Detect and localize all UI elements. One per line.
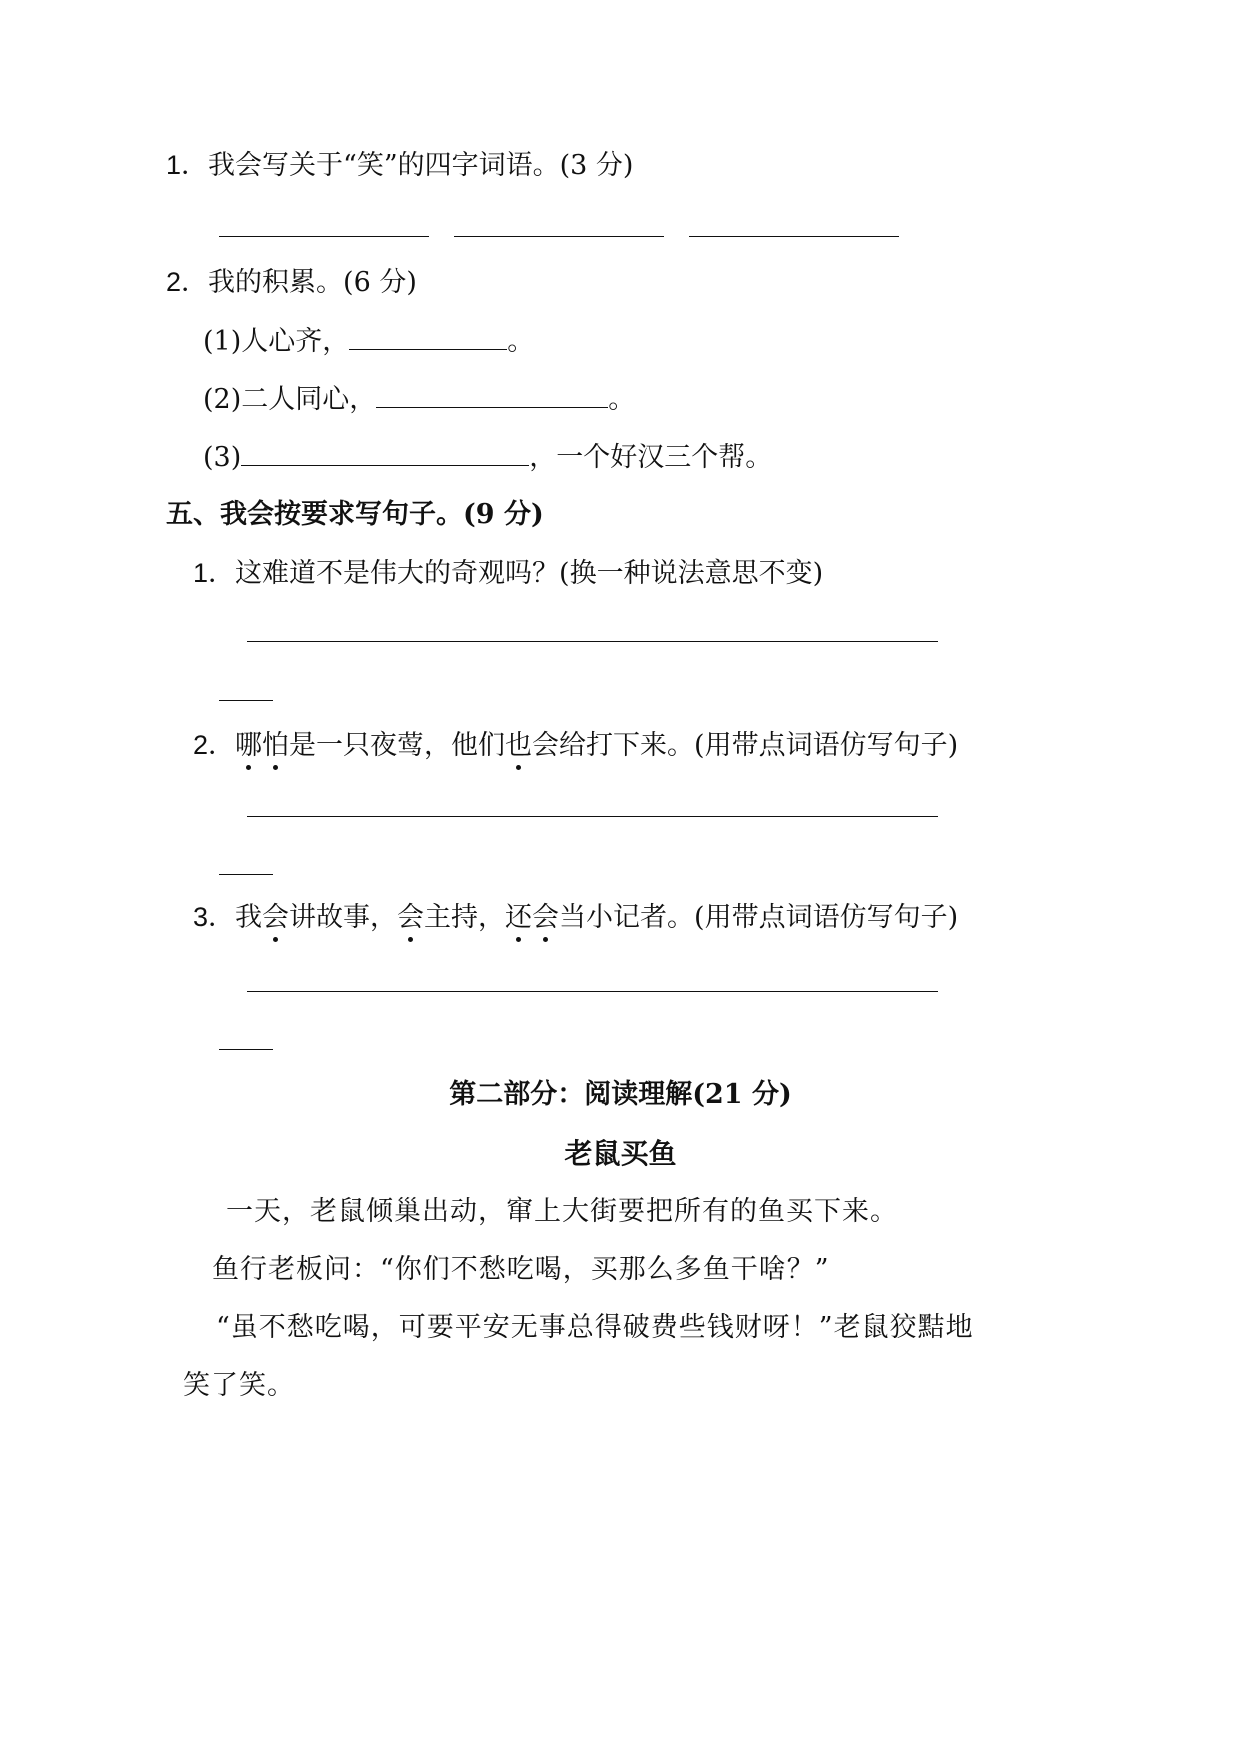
fill-suffix: ，一个好汉三个帮。 [529, 442, 773, 473]
question-text: 这难道不是伟大的奇观吗？(换一种说法意思不变) [235, 558, 824, 589]
answer-line[interactable] [247, 816, 938, 817]
dotted-char: 会 [397, 900, 424, 936]
fill-blank[interactable] [349, 323, 507, 350]
question-text: 是一只夜莺，他们 [289, 730, 506, 761]
dotted-char: 会 [262, 900, 289, 936]
question-3 [193, 899, 958, 936]
story-title: 老鼠买鱼 [564, 1137, 677, 1170]
answer-line-continuation[interactable] [219, 1049, 273, 1050]
question-number: 1． [193, 558, 236, 588]
question-number: 3． [193, 902, 236, 932]
dotted-char: 怕 [262, 728, 289, 764]
question-number: 2． [193, 730, 236, 760]
part-heading: 第二部分：阅读理解(21 分) [449, 1079, 792, 1110]
question-number: 2． [166, 267, 209, 297]
question-text: 主持， [424, 902, 506, 933]
fill-blank[interactable] [241, 439, 529, 466]
question-1 [166, 147, 633, 184]
answer-line[interactable] [219, 236, 429, 237]
fill-prefix: (1)人心齐， [203, 326, 350, 357]
question-text: 我会写关于“笑”的四字词语。(3 分) [208, 150, 634, 181]
answer-line-continuation[interactable] [219, 700, 273, 701]
question-2 [166, 264, 417, 301]
fill-suffix: 。 [507, 326, 535, 357]
section-title: 五、我会按要求写句子。(9 分) [166, 499, 544, 530]
dotted-char: 哪 [235, 728, 262, 764]
fill-prefix: (2)二人同心， [203, 384, 377, 415]
fill-blank[interactable] [376, 381, 608, 408]
dotted-char: 也 [505, 728, 532, 764]
dotted-char: 会 [532, 900, 559, 936]
fill-item-2 [203, 381, 635, 418]
question-text: 我的积累。(6 分) [208, 267, 417, 298]
question-1 [193, 555, 823, 592]
story-paragraph-2: 鱼行老板问：“你们不愁吃喝，买那么多鱼干啥？” [212, 1254, 830, 1285]
dotted-char: 还 [505, 900, 532, 936]
question-text: 我 [235, 902, 263, 933]
question-number: 1． [166, 150, 209, 180]
question-text: 会给打下来。(用带点词语仿写句子) [532, 730, 959, 761]
fill-suffix: 。 [608, 384, 636, 415]
fill-item-1 [203, 323, 534, 360]
question-text: 当小记者。(用带点词语仿写句子) [559, 902, 959, 933]
fill-item-3 [203, 439, 772, 476]
answer-line[interactable] [454, 236, 664, 237]
story-paragraph-3: “虽不愁吃喝，可要平安无事总得破费些钱财呀！”老鼠狡黠地 [216, 1312, 974, 1343]
question-2 [193, 727, 958, 764]
story-paragraph-1: 一天，老鼠倾巢出动，窜上大街要把所有的鱼买下来。 [226, 1196, 898, 1227]
answer-line-continuation[interactable] [219, 874, 273, 875]
answer-line[interactable] [689, 236, 899, 237]
question-text: 讲故事， [289, 902, 398, 933]
fill-prefix: (3) [203, 442, 242, 473]
story-paragraph-3-cont: 笑了笑。 [183, 1370, 295, 1401]
answer-line[interactable] [247, 991, 938, 992]
answer-line[interactable] [247, 641, 938, 642]
